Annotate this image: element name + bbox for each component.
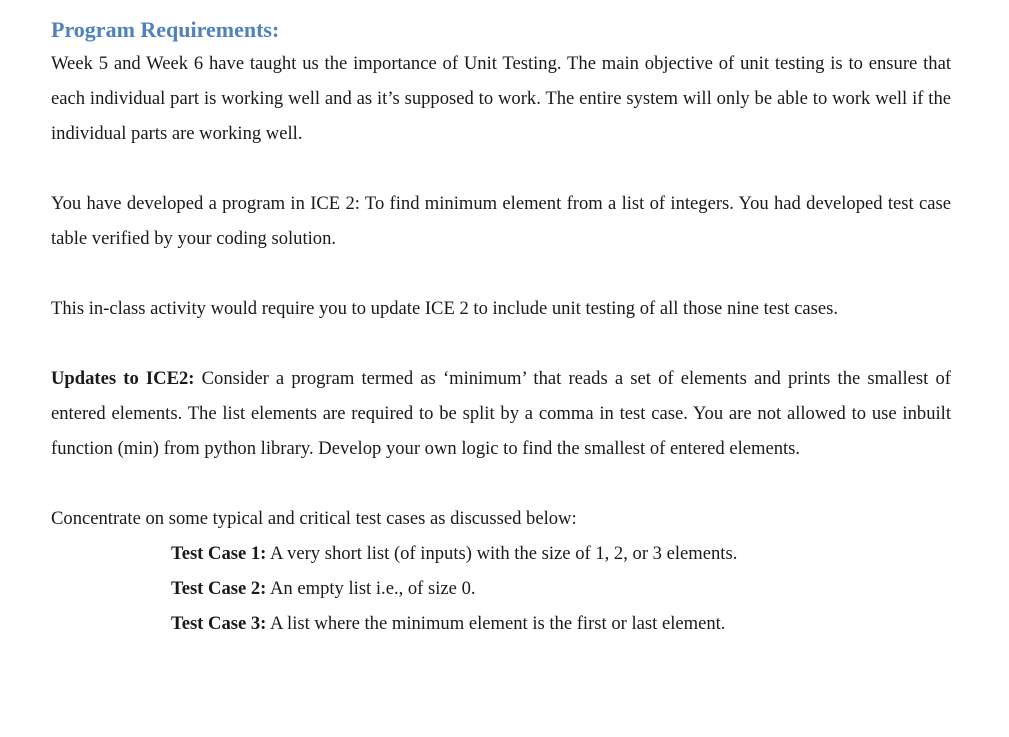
- document-page: [51, 14, 951, 641]
- activity-paragraph: This in-class activity would require you to update ICE 2 to include unit testing of all those nine test cases.: [51, 298, 838, 319]
- updates-body: Consider a program termed as ‘minimum’ that reads a set of elements and prints the smallest of entered elements. The list elements are required to be split by a comma in test case. You are not allowed to use inbuilt function (min) from python library. Develop your own logic to find the smallest of entered elements.: [51, 368, 951, 459]
- test-case-item: [171, 571, 951, 606]
- test-case-label: Test Case 3:: [171, 613, 267, 634]
- paragraph-spacer: [51, 256, 951, 291]
- updates-paragraph: [51, 361, 951, 466]
- paragraph-spacer: [51, 466, 951, 501]
- test-case-item: [171, 536, 951, 571]
- test-case-item: [171, 606, 951, 641]
- test-cases-intro: Concentrate on some typical and critical test cases as discussed below:: [51, 508, 577, 529]
- test-case-list: [171, 536, 951, 641]
- test-case-label: Test Case 2:: [171, 578, 267, 599]
- updates-lead: Updates to ICE2:: [51, 368, 195, 389]
- intro-paragraph: Week 5 and Week 6 have taught us the importance of Unit Testing. The main objective of unit testing is to ensure that each individual part is working well and as it’s supposed to work. The entire system will only be able to work well if the individual parts are working well.: [51, 53, 951, 144]
- section-heading: Program Requirements:: [51, 17, 280, 42]
- paragraph-spacer: [51, 151, 951, 186]
- test-case-text: An empty list i.e., of size 0.: [266, 578, 476, 599]
- ice2-paragraph: You have developed a program in ICE 2: To find minimum element from a list of integers. You had developed test case table verified by your coding solution.: [51, 193, 951, 249]
- paragraph-spacer: [51, 326, 951, 361]
- test-case-label: Test Case 1:: [171, 543, 267, 564]
- test-case-text: A very short list (of inputs) with the size of 1, 2, or 3 elements.: [266, 543, 738, 564]
- test-case-text: A list where the minimum element is the first or last element.: [266, 613, 726, 634]
